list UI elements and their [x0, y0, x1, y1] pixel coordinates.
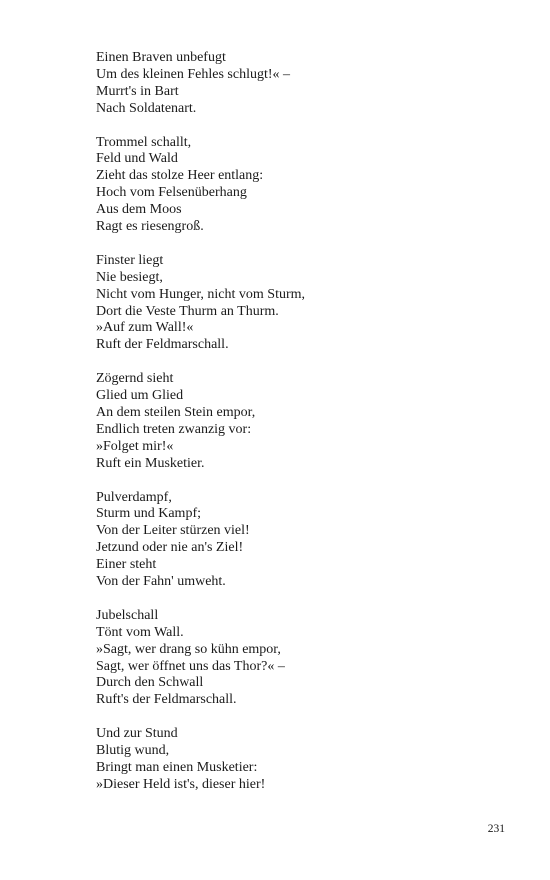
poem-line: Tönt vom Wall.	[96, 624, 184, 640]
poem-line: Ruft der Feldmarschall.	[96, 337, 229, 353]
poem-line: Zieht das stolze Heer entlang:	[96, 168, 264, 184]
poem-line: Nicht vom Hunger, nicht vom Sturm,	[96, 286, 306, 302]
poem-line: Feld und Wald	[96, 151, 178, 167]
poem-line: Nach Soldatenart.	[96, 100, 197, 116]
poem-line: Endlich treten zwanzig vor:	[96, 421, 252, 437]
stanza-3	[96, 253, 305, 354]
poem-line: Bringt man einen Musketier:	[96, 759, 258, 775]
poem-line: Aus dem Moos	[96, 202, 182, 218]
poem-line: Sagt, wer öffnet uns das Thor?« –	[96, 658, 285, 674]
stanza-6	[96, 608, 305, 709]
poem-line: Einen Braven unbefugt	[96, 50, 226, 65]
poem-line: Jubelschall	[96, 607, 159, 623]
poem-line: Blutig wund,	[96, 743, 170, 759]
stanza-1	[96, 50, 305, 118]
poem-line: Ragt es riesengroß.	[96, 219, 204, 235]
poem-line: Und zur Stund	[96, 726, 178, 742]
poem-line: Pulverdampf,	[96, 489, 172, 505]
poem-line: Um des kleinen Fehles schlugt!« –	[96, 66, 291, 82]
poem-line: Sturm und Kampf;	[96, 506, 201, 522]
stanza-2	[96, 135, 305, 236]
stanza-7	[96, 726, 305, 794]
poem-line: Durch den Schwall	[96, 675, 204, 691]
stanza-5	[96, 490, 305, 591]
poem-line: Jetzund oder nie an's Ziel!	[96, 540, 244, 556]
poem-line: Zögernd sieht	[96, 371, 174, 387]
poem-line: »Dieser Held ist's, dieser hier!	[96, 776, 266, 792]
poem-line: Von der Fahn' umweht.	[96, 574, 226, 590]
page-number: 231	[487, 823, 505, 835]
poem-line: An dem steilen Stein empor,	[96, 404, 256, 420]
poem-line: Hoch vom Felsenüberhang	[96, 185, 247, 201]
poem-line: Nie besiegt,	[96, 269, 163, 285]
poem-line: »Auf zum Wall!«	[96, 320, 194, 336]
stanza-4	[96, 371, 305, 472]
poem-text	[96, 50, 305, 811]
poem-line: Finster liegt	[96, 252, 164, 268]
poem-line: Ruft ein Musketier.	[96, 455, 205, 471]
poem-line: Einer steht	[96, 557, 157, 573]
poem-line: Ruft's der Feldmarschall.	[96, 692, 237, 708]
poem-line: Von der Leiter stürzen viel!	[96, 523, 250, 539]
poem-line: Dort die Veste Thurm an Thurm.	[96, 303, 279, 319]
poem-line: Trommel schallt,	[96, 134, 192, 150]
poem-line: »Folget mir!«	[96, 438, 174, 454]
poem-line: »Sagt, wer drang so kühn empor,	[96, 641, 281, 657]
poem-line: Glied um Glied	[96, 388, 184, 404]
poem-line: Murrt's in Bart	[96, 83, 179, 99]
